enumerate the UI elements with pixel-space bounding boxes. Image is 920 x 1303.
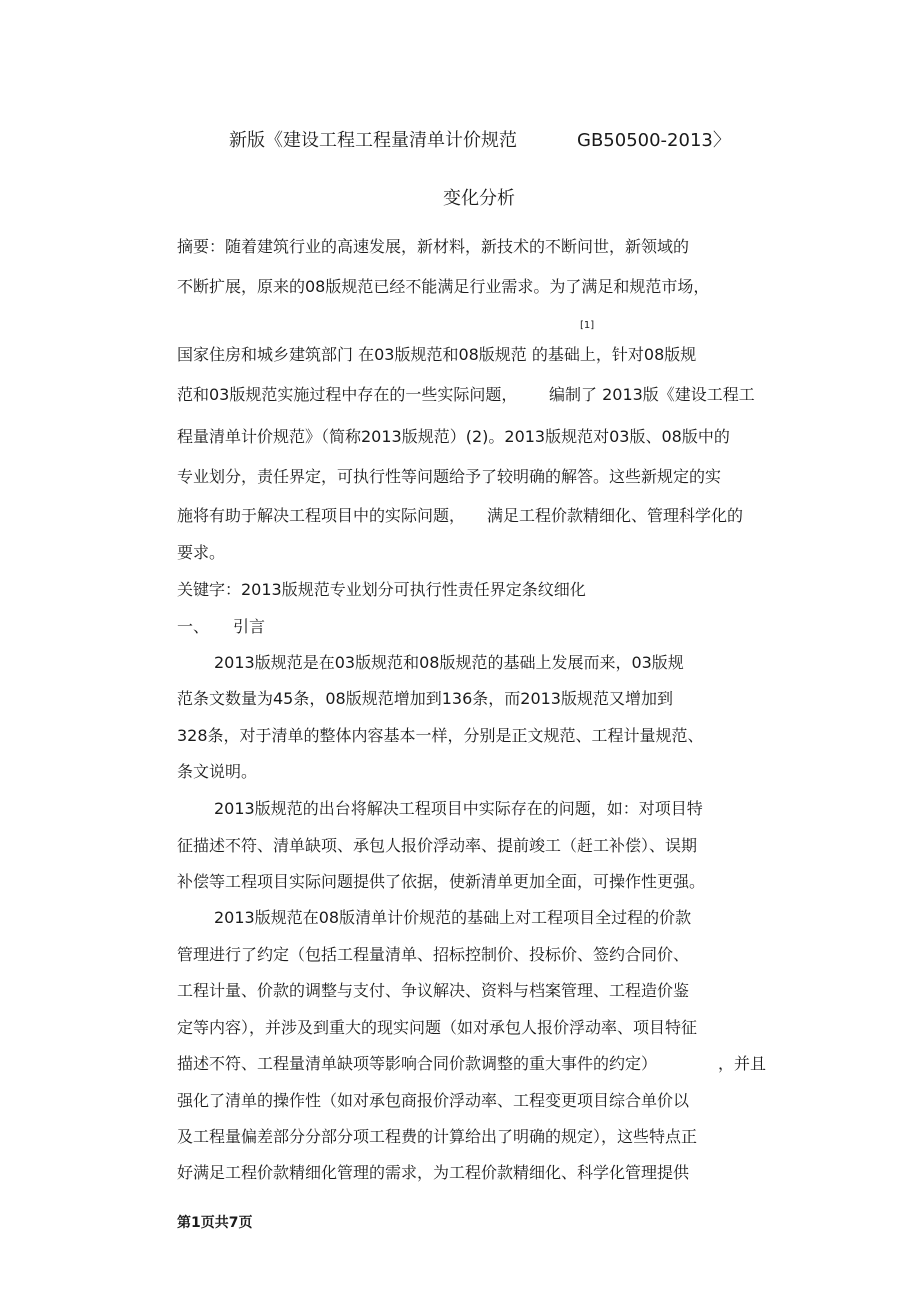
citation-marker: [1] bbox=[580, 320, 595, 331]
abstract-line-4b: 编制了 2013版《建设工程工 bbox=[549, 385, 755, 404]
abstract-line-8: 要求。 bbox=[177, 543, 226, 562]
para3-line-6: 强化了清单的操作性（如对承包商报价浮动率、工程变更项目综合单价以 bbox=[177, 1091, 690, 1110]
abstract-line-6: 专业划分，责任界定，可执行性等问题给予了较明确的解答。这些新规定的实 bbox=[177, 467, 722, 486]
abstract-line-3: 国家住房和城乡建筑部门 在03版规范和08版规范 的基础上，针对08版规 bbox=[177, 345, 697, 364]
para3-line-1: 2013版规范在08版清单计价规范的基础上对工程项目全过程的价款 bbox=[214, 908, 692, 927]
para3-line-5b: ，并且 bbox=[718, 1054, 767, 1073]
title-line1-part1: 新版《建设工程工程量清单计价规范 bbox=[229, 130, 517, 151]
para3-line-8: 好满足工程价款精细化管理的需求，为工程价款精细化、科学化管理提供 bbox=[177, 1163, 690, 1182]
abstract-line-7b: 满足工程价款精细化、管理科学化的 bbox=[487, 506, 744, 525]
para1-line-1: 2013版规范是在03版规范和08版规范的基础上发展而来，03版规 bbox=[214, 653, 684, 672]
para3-line-5: 描述不符、工程量清单缺项等影响合同价款调整的重大事件的约定） bbox=[177, 1054, 658, 1073]
para2-line-3: 补偿等工程项目实际问题提供了依据，使新清单更加全面，可操作性更强。 bbox=[177, 872, 706, 891]
abstract-line-4: 范和03版规范实施过程中存在的一些实际问题， bbox=[177, 385, 518, 404]
abstract-line-7: 施将有助于解决工程项目中的实际问题， bbox=[177, 506, 466, 525]
title-line2: 变化分析 bbox=[443, 188, 515, 209]
section-title: 引言 bbox=[233, 617, 266, 636]
para1-line-2: 范条文数量为45条，08版规范增加到136条，而2013版规范又增加到 bbox=[177, 689, 673, 708]
page-footer: 第1页共7页 bbox=[177, 1215, 253, 1231]
para1-line-3: 328条，对于清单的整体内容基本一样，分别是正文规范、工程计量规范、 bbox=[177, 726, 704, 745]
abstract-line-5: 程量清单计价规范》（简称2013版规范）(2)。2013版规范对03版、08版中的 bbox=[177, 427, 730, 446]
title-line1-part2: GB50500-2013〉 bbox=[577, 130, 731, 151]
para3-line-7: 及工程量偏差部分分部分项工程费的计算给出了明确的规定），这些特点正 bbox=[177, 1127, 698, 1146]
para3-line-2: 管理进行了约定（包括工程量清单、招标控制价、投标价、签约合同价、 bbox=[177, 945, 690, 964]
para2-line-1: 2013版规范的出台将解决工程项目中实际存在的问题，如：对项目特 bbox=[214, 799, 703, 818]
abstract-line-1: 摘要：随着建筑行业的高速发展，新材料，新技术的不断问世，新领域的 bbox=[177, 237, 690, 256]
para3-line-4: 定等内容），并涉及到重大的现实问题（如对承包人报价浮动率、项目特征 bbox=[177, 1018, 698, 1037]
keywords: 关键字：2013版规范专业划分可执行性责任界定条纹细化 bbox=[177, 580, 586, 599]
para2-line-2: 征描述不符、清单缺项、承包人报价浮动率、提前竣工（赶工补偿）、误期 bbox=[177, 836, 698, 855]
para3-line-3: 工程计量、价款的调整与支付、争议解决、资料与档案管理、工程造价鉴 bbox=[177, 981, 690, 1000]
section-number: 一、 bbox=[177, 617, 210, 636]
abstract-line-2: 不断扩展，原来的08版规范已经不能满足行业需求。为了满足和规范市场， bbox=[177, 277, 710, 296]
para1-line-4: 条文说明。 bbox=[177, 762, 258, 781]
